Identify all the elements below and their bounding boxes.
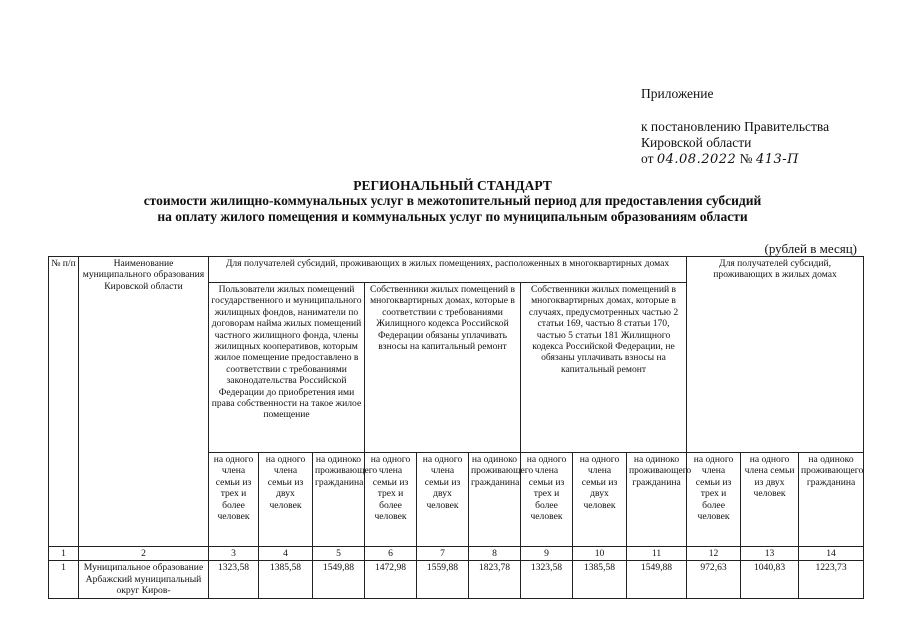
value-cell: 1472,98 [365, 561, 417, 598]
column-number: 7 [417, 547, 469, 561]
column-number: 3 [209, 547, 259, 561]
column-number: 12 [687, 547, 741, 561]
leaf-header: на одного члена семьи из двух человек [741, 453, 799, 547]
header-sub-users: Пользователи жилых помещений государственного и муниципального жилищных фондов, наниматели по договорам найма жилых помещений частного жилищного фонда, члены жилищных кооперативов, которым жилое помещение предоставлено в соответствии с требованиями законодательства Российской Федерации до приобретения ими права собственности на такое жилое помещение [209, 283, 365, 453]
column-number: 11 [627, 547, 687, 561]
value-cell: 1040,83 [741, 561, 799, 598]
value-cell: 1559,88 [417, 561, 469, 598]
value-cell: 1549,88 [313, 561, 365, 598]
leaf-header: на одного члена семьи из трех и более человек [365, 453, 417, 547]
header-municipality-name: Наименование муниципального образования Кировской области [79, 257, 209, 547]
appendix-date-line [641, 151, 829, 168]
column-number: 10 [573, 547, 627, 561]
value-cell: 1223,73 [799, 561, 864, 598]
column-number: 13 [741, 547, 799, 561]
leaf-header: на одного члена семьи из двух человек [573, 453, 627, 547]
column-number: 2 [79, 547, 209, 561]
column-number: 14 [799, 547, 864, 561]
leaf-header: на одного члена семьи из трех и более человек [209, 453, 259, 547]
appendix-region: Кировской области [641, 135, 752, 150]
leaf-header: на одиноко проживающего гражданина [313, 453, 365, 547]
header-sub-owners-exempt: Собственники жилых помещений в многоквартирных домах, которые в случаях, предусмотренных частью 2 статьи 169, частью 8 статьи 170, частью 5 статьи 181 Жилищного кодекса Российской Федерации, не обязаны уплачивать взносы на капитальный ремонт [521, 283, 687, 453]
column-number: 6 [365, 547, 417, 561]
value-cell: 972,63 [687, 561, 741, 598]
value-cell: 1323,58 [521, 561, 573, 598]
table-row [49, 561, 864, 598]
column-number: 4 [259, 547, 313, 561]
appendix-label-text: Приложение [641, 86, 714, 101]
value-cell: 1323,58 [209, 561, 259, 598]
appendix-number: 413-П [755, 152, 799, 167]
appendix-from-prefix: от [641, 151, 654, 166]
header-sub-owners-pay: Собственники жилых помещений в многоквартирных домах, которые в соответствии с требованиями Жилищного кодекса Российской Федерации обязаны уплачивать взносы на капитальный ремонт [365, 283, 521, 453]
value-cell: 1385,58 [573, 561, 627, 598]
leaf-header: на одного члена семьи из двух человек [417, 453, 469, 547]
leaf-header: на одного члена семьи из двух человек [259, 453, 313, 547]
value-cell: 1385,58 [259, 561, 313, 598]
appendix-resolution [641, 119, 829, 168]
appendix-label [641, 86, 713, 102]
appendix-to-resolution: к постановлению Правительства [641, 119, 830, 134]
units-label: (рублей в месяц) [764, 241, 857, 256]
leaf-header: на одиноко проживающего гражданина [469, 453, 521, 547]
document-title: РЕГИОНАЛЬНЫЙ СТАНДАРТ [353, 178, 552, 193]
leaf-header: на одиноко проживающего гражданина [627, 453, 687, 547]
regional-standard-table [48, 256, 864, 599]
municipality-name: Муниципальное образование Арбажский муниципальный округ Киров- [79, 561, 209, 598]
value-cell: 1549,88 [627, 561, 687, 598]
appendix-number-sign: № [739, 151, 753, 166]
document-subtitle-line1: стоимости жилищно-коммунальных услуг в межотопительный период для предоставления субсидий [143, 193, 762, 208]
value-cell: 1823,78 [469, 561, 521, 598]
row-number: 1 [49, 561, 79, 598]
document-subtitle-line2: на оплату жилого помещения и коммунальных услуг по муниципальным образованиям области [157, 209, 748, 224]
header-group-apartments: Для получателей субсидий, проживающих в жилых помещениях, расположенных в многоквартирных домах [209, 257, 687, 283]
leaf-header: на одного члена семьи из трех и более человек [687, 453, 741, 547]
header-row-number: № п/п [49, 257, 79, 547]
column-number-row [49, 547, 864, 561]
column-number: 5 [313, 547, 365, 561]
leaf-header: на одного члена семьи из трех и более человек [521, 453, 573, 547]
header-group-houses: Для получателей субсидий, проживающих в жилых домах [687, 257, 864, 453]
column-number: 8 [469, 547, 521, 561]
column-number: 9 [521, 547, 573, 561]
leaf-header: на одиноко проживающего гражданина [799, 453, 864, 547]
appendix-date: 04.08.2022 [656, 152, 737, 167]
column-number: 1 [49, 547, 79, 561]
